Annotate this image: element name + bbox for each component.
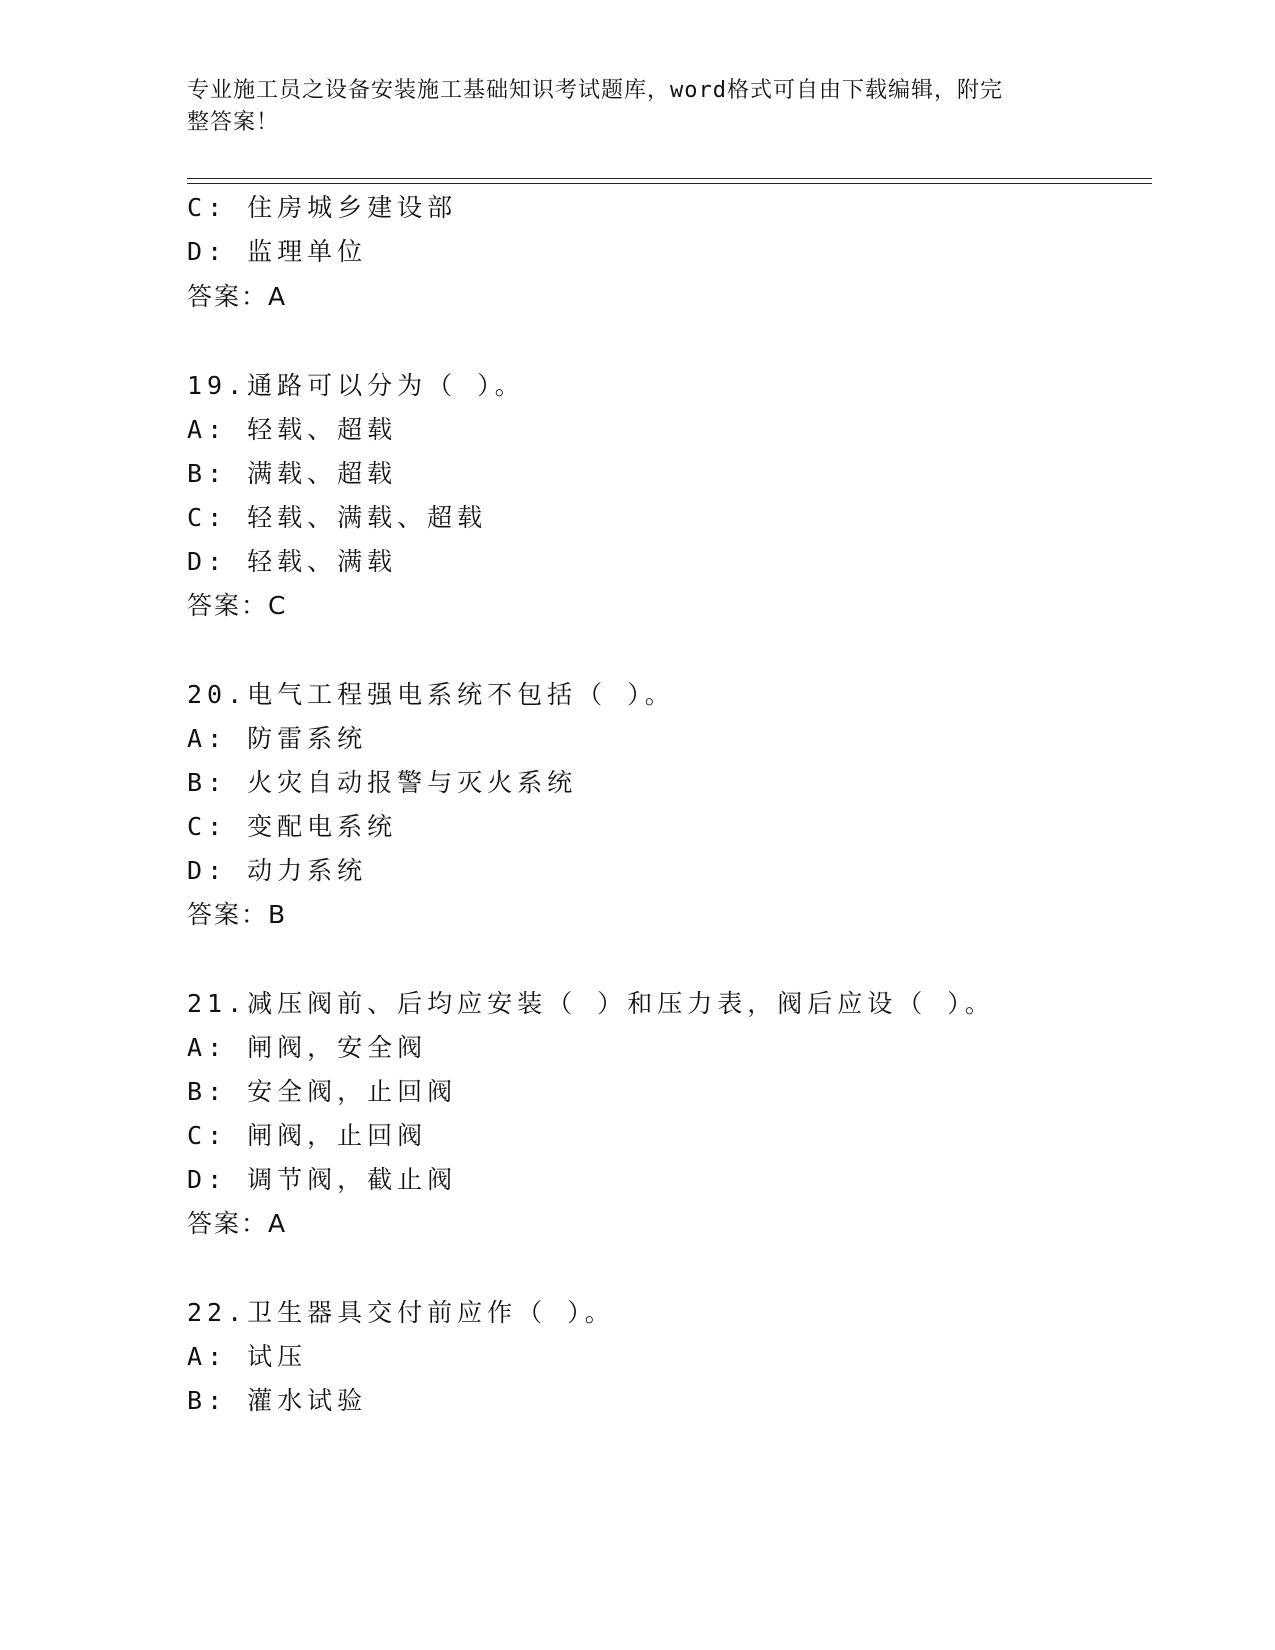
option-a: A: 闸阀，安全阀 [187,1033,428,1062]
option-c: C: 闸阀，止回阀 [187,1121,428,1150]
option-c: C: 变配电系统 [187,812,398,841]
question-21-stem: 21.减压阀前、后均应安装（ ）和压力表，阀后应设（ ）。 [187,989,995,1018]
option-b: B: 火灾自动报警与灭火系统 [187,768,578,797]
option-d: D: 监理单位 [187,237,368,266]
option-a: A: 轻载、超载 [187,415,398,444]
option-d: D: 动力系统 [187,856,368,885]
question-22-stem: 22.卫生器具交付前应作（ ）。 [187,1298,615,1327]
option-b: B: 灌水试验 [187,1386,368,1415]
answer-line: 答案：B [187,900,288,929]
header-divider-top [187,178,1152,179]
document-title-line-2: 整答案！ [187,110,280,135]
question-20-stem: 20.电气工程强电系统不包括（ ）。 [187,680,675,709]
answer-line: 答案：C [187,591,288,620]
option-d: D: 轻载、满载 [187,547,398,576]
question-19-stem: 19.通路可以分为（ ）。 [187,371,525,400]
option-d: D: 调节阀，截止阀 [187,1165,458,1194]
option-a: A: 试压 [187,1342,308,1371]
option-c: C: 轻载、满载、超载 [187,503,488,532]
option-a: A: 防雷系统 [187,724,368,753]
option-c: C: 住房城乡建设部 [187,193,458,222]
option-b: B: 满载、超载 [187,459,398,488]
document-title-line-1: 专业施工员之设备安装施工基础知识考试题库，word格式可自由下载编辑，附完 [187,78,1003,103]
answer-line: 答案：A [187,282,288,311]
option-b: B: 安全阀，止回阀 [187,1077,458,1106]
answer-line: 答案：A [187,1209,288,1238]
header-divider-bottom [187,183,1152,184]
